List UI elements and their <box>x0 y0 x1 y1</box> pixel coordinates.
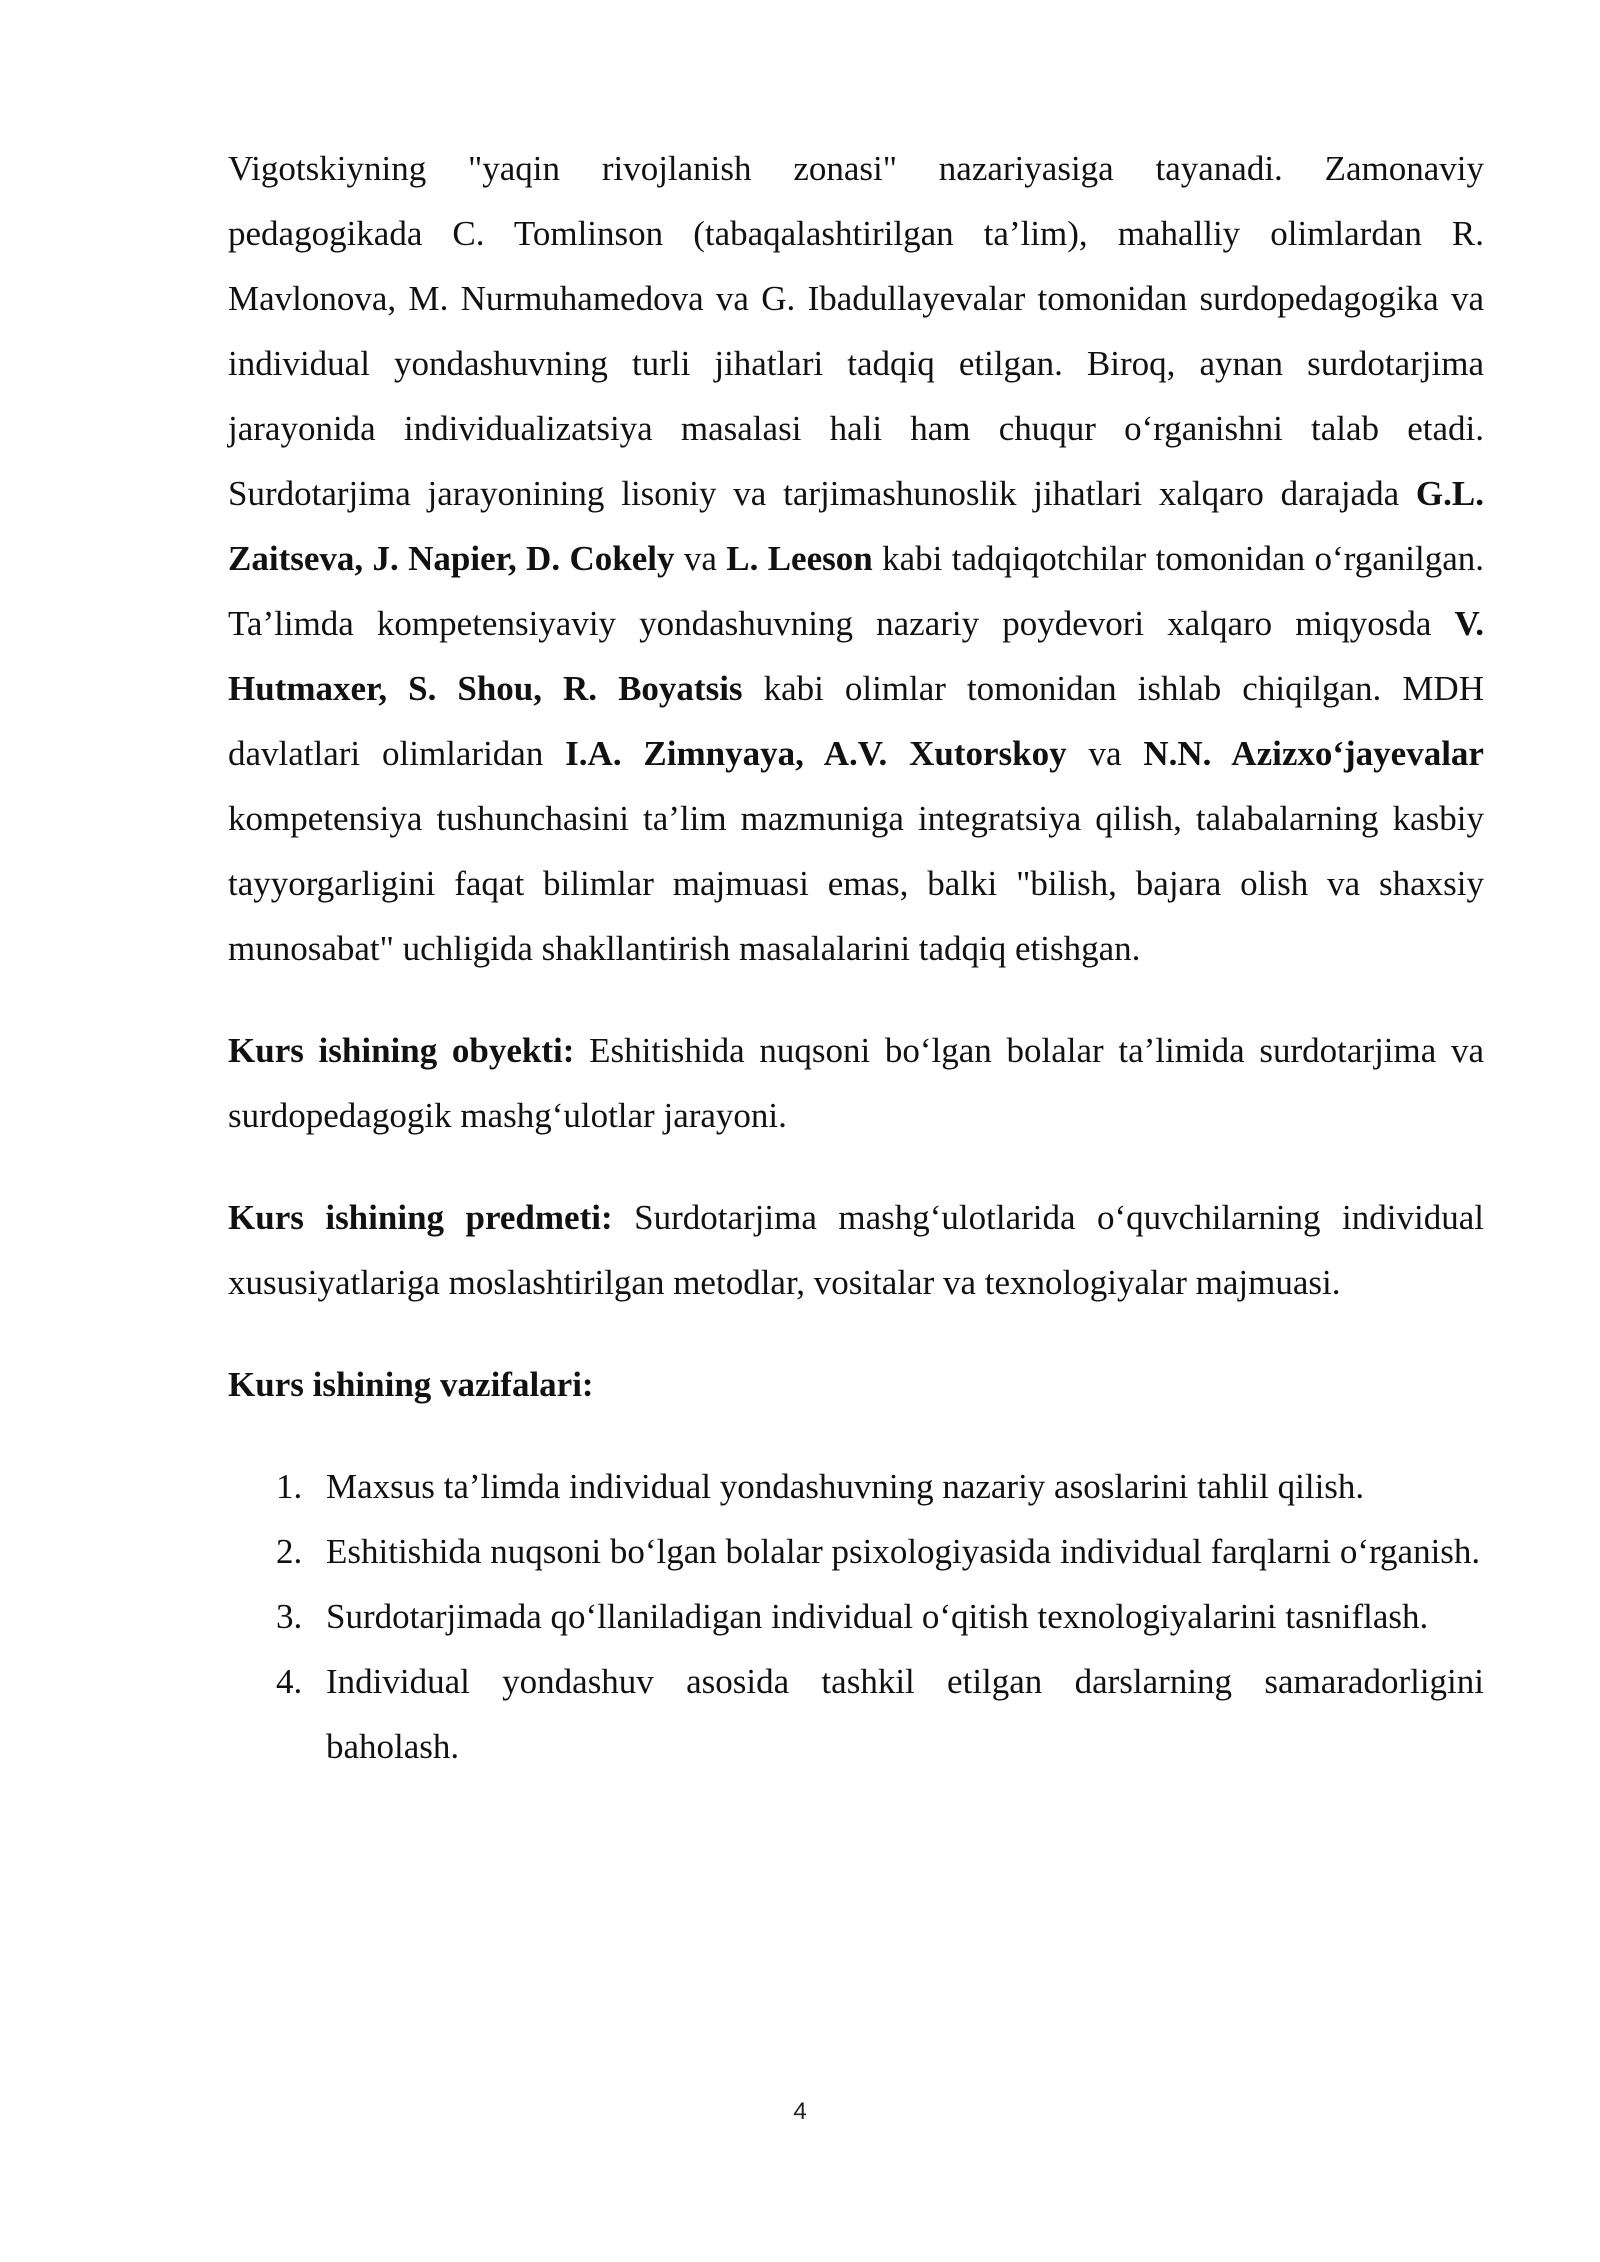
subject-paragraph <box>228 1185 1484 1315</box>
subject-text: Surdotarjima mashg‘ulotlarida o‘quvchilarning individual xususiyatlariga moslashtirilgan metodlar, vositalar va texnologiyalar majmuasi. <box>228 1198 1484 1302</box>
task-number: 2. <box>276 1532 303 1571</box>
task-item <box>228 1584 1484 1649</box>
paragraph-text: kompetensiya tushunchasini ta’lim mazmuniga integratsiya qilish, talabalarning kasbiy tayyorgarligini faqat bilimlar majmuasi emas, balki "bilish, bajara olish va shaxsiy munosabat" uchligida shakllantirish masalalarini tadqiq etishgan. <box>228 799 1484 968</box>
object-label: Kurs ishining obyekti: <box>228 1031 575 1070</box>
bold-authors: V. Hutmaxer, S. Shou, R. Boyatsis <box>228 604 1484 708</box>
task-text: Individual yondashuv asosida tashkil etilgan darslarning samaradorligini baholash. <box>326 1662 1484 1766</box>
paragraph-text: kabi olimlar tomonidan ishlab chiqilgan. MDH davlatlari olimlaridan <box>228 669 1484 773</box>
task-number: 3. <box>276 1597 303 1636</box>
task-text: Eshitishida nuqsoni bo‘lgan bolalar psixologiyasida individual farqlarni o‘rganish. <box>326 1532 1481 1571</box>
document-page <box>228 136 1484 1779</box>
task-text: Surdotarjimada qo‘llaniladigan individual o‘qitish texnologiyalarini tasniflash. <box>326 1597 1429 1636</box>
bold-authors: I.A. Zimnyaya, A.V. Xutorskoy <box>565 734 1067 773</box>
bold-authors: G.L. Zaitseva, J. Napier, D. Cokely <box>228 474 1484 578</box>
paragraph-text: va <box>674 539 727 578</box>
task-item <box>228 1454 1484 1519</box>
task-item <box>228 1649 1484 1779</box>
page-number: 4 <box>793 2098 807 2125</box>
tasks-heading: Kurs ishining vazifalari: <box>228 1365 594 1404</box>
task-text: Maxsus ta’limda individual yondashuvning nazariy asoslarini tahlil qilish. <box>326 1467 1365 1506</box>
paragraph-text: va <box>1066 734 1144 773</box>
subject-label: Kurs ishining predmeti: <box>228 1198 613 1237</box>
object-paragraph <box>228 1018 1484 1148</box>
bold-authors: N.N. Azizxo‘jayevalar <box>1143 734 1484 773</box>
tasks-list <box>228 1454 1484 1779</box>
paragraph-text: kabi tadqiqotchilar tomonidan o‘rganilgan. Ta’limda kompetensiyaviy yondashuvning nazariy poydevori xalqaro miqyosda <box>228 539 1484 643</box>
task-number: 1. <box>276 1467 303 1506</box>
task-number: 4. <box>276 1662 303 1701</box>
object-text: Eshitishida nuqsoni bo‘lgan bolalar ta’limida surdotarjima va surdopedagogik mashg‘ulotlar jarayoni. <box>228 1031 1484 1135</box>
paragraph-text: Vigotskiyning "yaqin rivojlanish zonasi" nazariyasiga tayanadi. Zamonaviy pedagogikada C. Tomlinson (tabaqalashtirilgan ta’lim), mahalliy olimlardan R. Mavlonova, M. Nurmuhamedova va G. Ibadullayevalar tomonidan surdopedagogika va individual yondashuvning turli jihatlari tadqiq etilgan. Biroq, aynan surdotarjima jarayonida individualizatsiya masalasi hali ham chuqur o‘rganishni talab etadi. Surdotarjima jarayonining lisoniy va tarjimashunoslik jihatlari xalqaro darajada <box>228 149 1484 513</box>
intro-paragraph <box>228 136 1484 981</box>
task-item <box>228 1519 1484 1584</box>
bold-authors: L. Leeson <box>726 539 873 578</box>
